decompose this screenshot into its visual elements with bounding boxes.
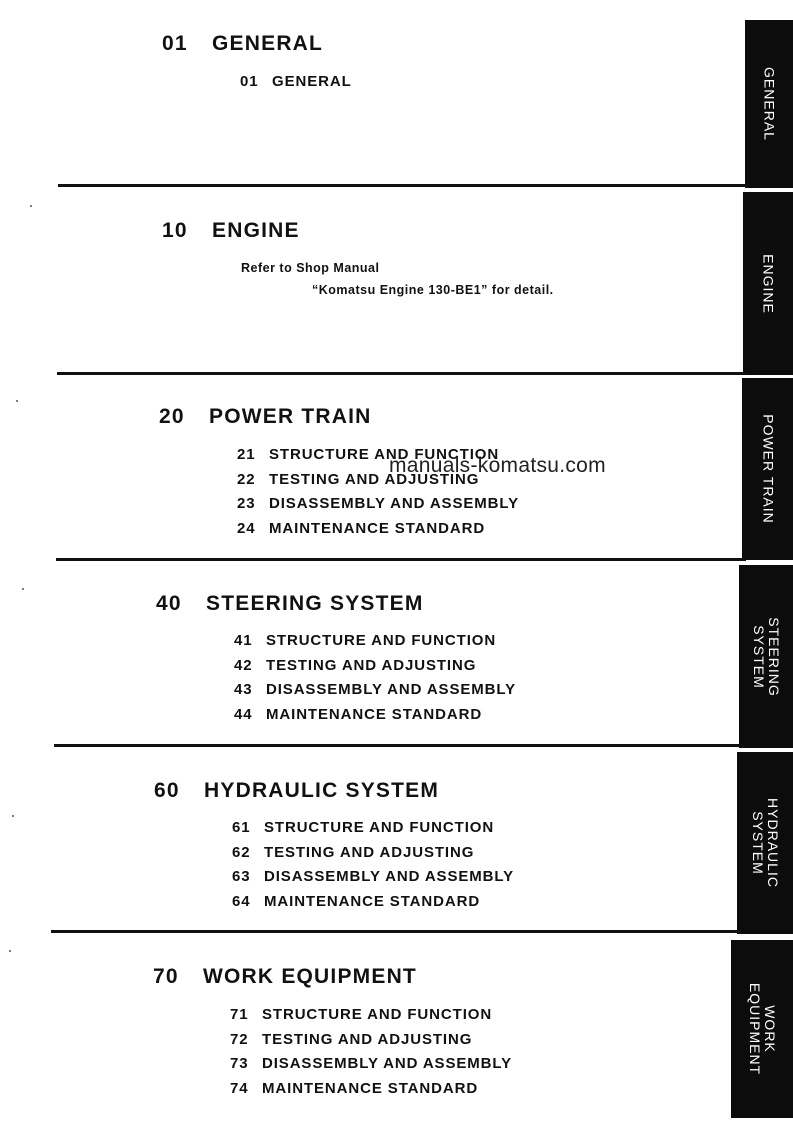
list-item[interactable] [232,865,514,890]
item-number: 22 [237,470,256,488]
item-number: 61 [232,819,251,836]
section-title [156,592,424,616]
list-item[interactable] [230,1052,512,1077]
list-item[interactable] [232,816,514,841]
list-item[interactable] [237,517,519,542]
tab-label: STEERING SYSTEM [751,616,782,697]
divider [56,558,746,561]
item-number: 64 [232,892,251,910]
item-list [230,1003,512,1101]
section-title [154,779,439,803]
item-number: 01 [240,73,259,90]
list-item[interactable] [232,841,514,866]
divider [57,372,747,375]
section-number: 40 [156,592,182,615]
scan-speck [22,588,24,590]
note-line: “Komatsu Engine 130-BE1” for detail. [312,283,554,297]
item-number: 41 [234,632,253,649]
section-title [153,965,417,989]
item-label: TESTING AND ADJUSTING [262,1030,473,1048]
section-title-text: STEERING SYSTEM [206,592,424,615]
tab-general[interactable] [745,20,793,188]
item-number: 21 [237,446,256,463]
watermark: manuals-komatsu.com [389,454,606,477]
tab-label: WORK EQUIPMENT [747,982,778,1076]
list-item[interactable] [232,890,514,915]
item-label: STRUCTURE AND FUNCTION [262,1006,493,1023]
section-title-text: POWER TRAIN [209,405,372,428]
item-label: TESTING AND ADJUSTING [269,470,480,488]
tab-label: HYDRAULIC SYSTEM [750,798,781,888]
item-number: 63 [232,868,251,885]
item-number: 62 [232,843,251,861]
tab-work-equipment[interactable] [731,940,793,1118]
item-number: 71 [230,1006,249,1023]
item-label: DISASSEMBLY AND ASSEMBLY [262,1055,512,1072]
item-number: 72 [230,1030,249,1048]
tab-steering-system[interactable] [739,565,793,748]
item-number: 74 [230,1079,249,1097]
list-item[interactable] [234,629,516,654]
item-label: DISASSEMBLY AND ASSEMBLY [266,681,516,698]
tab-hydraulic-system[interactable] [737,752,793,934]
tab-label: GENERAL [761,67,778,141]
list-item[interactable] [240,70,352,95]
scan-speck [16,400,18,402]
item-number: 24 [237,519,256,537]
section-title [162,32,323,56]
tab-label: ENGINE [760,253,777,314]
item-number: 42 [234,656,253,674]
item-list [234,629,516,727]
divider [58,184,748,187]
section-title [162,219,300,243]
item-label: STRUCTURE AND FUNCTION [264,819,495,836]
list-item[interactable] [234,678,516,703]
item-label: MAINTENANCE STANDARD [262,1079,479,1097]
section-number: 10 [162,219,188,242]
item-label: MAINTENANCE STANDARD [264,892,481,910]
section-number: 60 [154,779,180,802]
divider [54,744,744,747]
divider [51,930,741,933]
item-label: MAINTENANCE STANDARD [269,519,486,537]
scan-speck [30,205,32,207]
item-number: 23 [237,495,256,512]
list-item[interactable] [237,492,519,517]
item-number: 44 [234,705,253,723]
section-number: 01 [162,32,188,55]
item-label: STRUCTURE AND FUNCTION [266,632,497,649]
list-item[interactable] [234,654,516,679]
item-label: TESTING AND ADJUSTING [266,656,477,674]
list-item[interactable] [234,703,516,728]
list-item[interactable] [230,1028,512,1053]
item-label: MAINTENANCE STANDARD [266,705,483,723]
item-label: DISASSEMBLY AND ASSEMBLY [269,495,519,512]
tab-power-train[interactable] [742,378,793,560]
tab-engine[interactable] [743,192,793,375]
item-label: GENERAL [272,73,352,90]
item-label: DISASSEMBLY AND ASSEMBLY [264,868,514,885]
scan-speck [12,815,14,817]
section-title-text: ENGINE [212,219,300,242]
item-label: STRUCTURE AND FUNCTION [269,446,500,463]
item-number: 73 [230,1055,249,1072]
item-label: TESTING AND ADJUSTING [264,843,475,861]
tab-label: POWER TRAIN [760,414,776,524]
list-item[interactable] [230,1003,512,1028]
section-title-text: HYDRAULIC SYSTEM [204,779,440,802]
item-list [240,70,352,95]
refer-note [241,257,554,301]
section-title-text: GENERAL [212,32,324,55]
item-list [232,816,514,914]
note-line: Refer to Shop Manual [241,261,380,275]
item-number: 43 [234,681,253,698]
list-item[interactable] [230,1077,512,1102]
scan-speck [9,950,11,952]
section-title [159,405,372,429]
section-title-text: WORK EQUIPMENT [203,965,417,988]
section-number: 70 [153,965,179,988]
section-number: 20 [159,405,185,428]
